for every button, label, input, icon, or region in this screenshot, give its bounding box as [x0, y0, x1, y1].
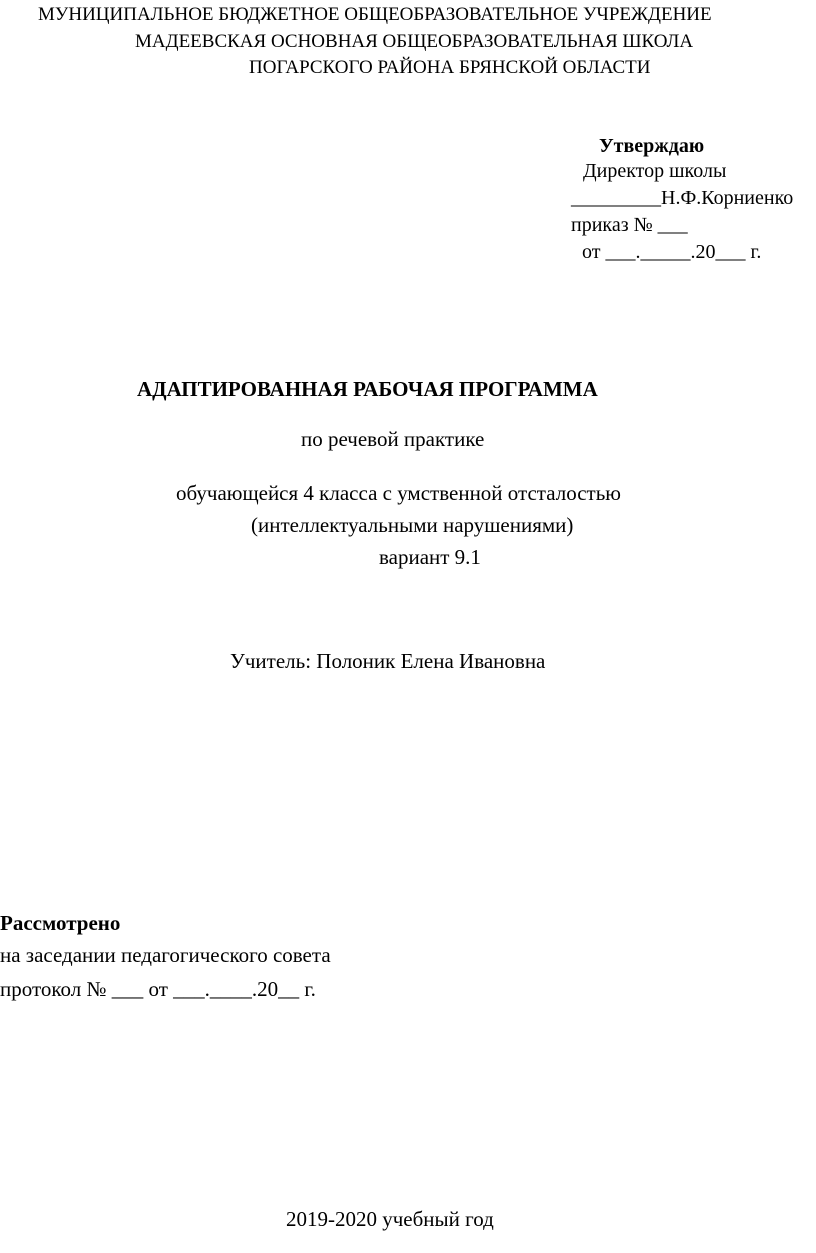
approval-date: от ___._____.20___ г.	[582, 241, 762, 263]
program-title: АДАПТИРОВАННАЯ РАБОЧАЯ ПРОГРАММА	[137, 377, 598, 401]
program-student-line-2: (интеллектуальными нарушениями)	[251, 513, 574, 537]
program-variant: вариант 9.1	[379, 545, 481, 569]
school-name-line-1: МУНИЦИПАЛЬНОЕ БЮДЖЕТНОЕ ОБЩЕОБРАЗОВАТЕЛЬНОЕ УЧРЕЖДЕНИЕ	[38, 4, 712, 25]
reviewed-protocol: протокол № ___ от ___.____.20__ г.	[0, 977, 316, 1001]
approval-heading: Утверждаю	[599, 135, 705, 157]
approval-order: приказ № ___	[571, 214, 688, 236]
academic-year: 2019-2020 учебный год	[286, 1207, 494, 1231]
approval-signature: _________Н.Ф.Корниенко	[571, 187, 794, 209]
school-name-line-3: ПОГАРСКОГО РАЙОНА БРЯНСКОЙ ОБЛАСТИ	[249, 57, 651, 78]
reviewed-body: на заседании педагогического совета	[0, 943, 331, 967]
program-student-line-1: обучающейся 4 класса с умственной отсталостью	[176, 481, 621, 505]
school-name-line-2: МАДЕЕВСКАЯ ОСНОВНАЯ ОБЩЕОБРАЗОВАТЕЛЬНАЯ ШКОЛА	[135, 31, 694, 52]
reviewed-heading: Рассмотрено	[0, 911, 121, 935]
teacher-line: Учитель: Полоник Елена Ивановна	[230, 649, 546, 673]
program-subject: по речевой практике	[301, 427, 485, 451]
approval-position: Директор школы	[583, 160, 727, 182]
